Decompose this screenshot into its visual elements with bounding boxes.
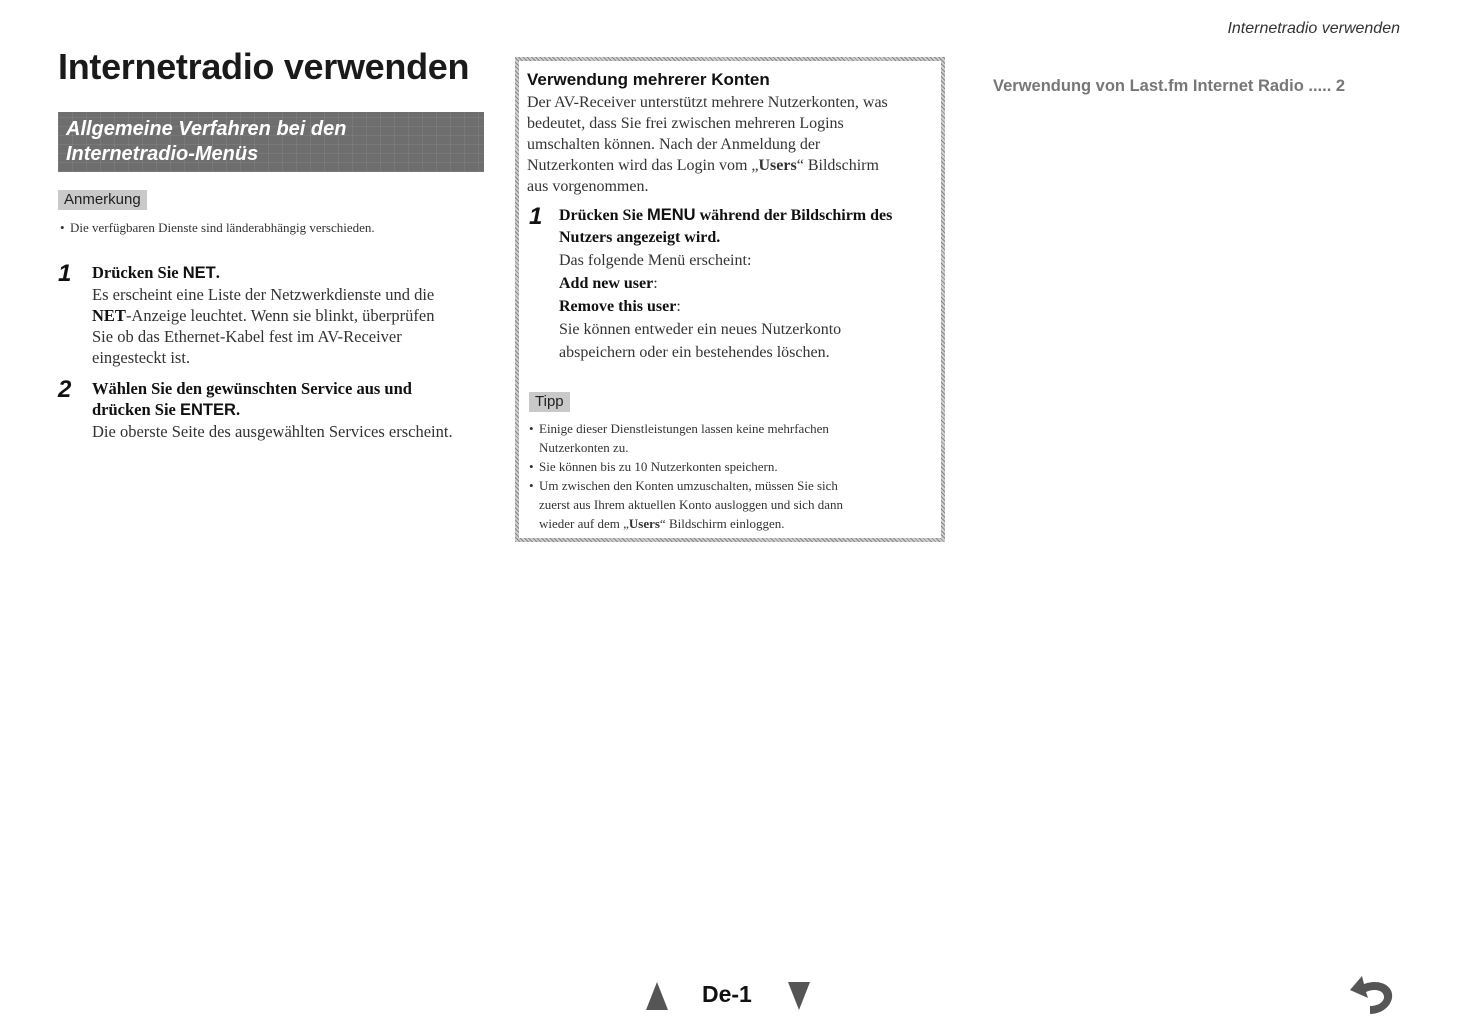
step-line-rest: -Anzeige leuchtet. Wenn sie blinkt, überprüfen	[125, 306, 435, 325]
tip-item: • Sie können bis zu 10 Nutzerkonten speichern.	[527, 457, 931, 476]
box-intro-line	[527, 155, 931, 176]
toc-link-lastfm[interactable]: Verwendung von Last.fm Internet Radio ..... 2	[993, 77, 1346, 95]
box-intro-text: “ Bildschirm	[796, 157, 879, 174]
tip-item	[527, 419, 931, 457]
step-title-line-2: Nutzers angezeigt wird.	[559, 229, 721, 246]
net-indicator-word: NET	[92, 306, 126, 325]
section-heading	[58, 112, 484, 172]
step-title	[92, 262, 458, 284]
step-number: 1	[58, 260, 72, 287]
step-title-text: drücken Sie	[92, 400, 181, 419]
step-title-line-1: Wählen Sie den gewünschten Service aus und	[92, 379, 412, 398]
step-number: 2	[58, 376, 72, 403]
return-arrow-icon[interactable]	[1346, 970, 1398, 1016]
box-intro-line: bedeutet, dass Sie frei zwischen mehreren Logins	[527, 115, 844, 132]
step-title-line-2	[92, 399, 490, 421]
triangle-up-icon[interactable]	[646, 982, 668, 1010]
tip-text: “ Bildschirm einloggen.	[659, 516, 785, 531]
tip-line: zuerst aus Ihrem aktuellen Konto ausloggen und sich dann	[539, 497, 843, 512]
tip-block	[527, 392, 931, 533]
running-header: Internetradio verwenden	[1227, 20, 1400, 37]
tip-line	[539, 514, 931, 533]
box-title: Verwendung mehrerer Konten	[527, 70, 770, 89]
page-number: De-1	[702, 981, 752, 1007]
tip-item	[527, 476, 931, 533]
step-line: eingesteckt ist.	[92, 348, 191, 367]
menu-option-add-user	[559, 272, 931, 295]
step-line: Es erscheint eine Liste der Netzwerkdienste und die	[92, 285, 435, 304]
option-label: Remove this user	[559, 298, 677, 315]
box-intro-line: Der AV-Receiver unterstützt mehrere Nutzerkonten, was	[527, 94, 888, 111]
tip-line: Nutzerkonten zu.	[539, 440, 629, 455]
step-number: 1	[529, 203, 543, 230]
step-title-text: Drücken Sie	[92, 263, 183, 282]
step-line: Sie ob das Ethernet-Kabel fest im AV-Receiver	[92, 327, 402, 346]
option-label: Add new user	[559, 275, 654, 292]
net-key: NET	[182, 264, 216, 282]
triangle-down-icon[interactable]	[788, 982, 810, 1010]
option-colon: :	[653, 275, 658, 292]
step-title-suffix: .	[215, 263, 220, 282]
tip-text: wieder auf dem „	[539, 516, 629, 531]
box-intro-text: Nutzerkonten wird das Login vom „	[527, 157, 759, 174]
step-line: abspeichern oder ein bestehendes löschen.	[559, 344, 830, 361]
box-step-1	[527, 204, 931, 364]
tip-line: • Einige dieser Dienstleistungen lassen keine mehrfachen	[539, 421, 829, 436]
box-intro-line: umschalten können. Nach der Anmeldung der	[527, 136, 821, 153]
step-title-text: während der Bildschirm des	[695, 207, 893, 224]
step-line: Das folgende Menü erscheint:	[559, 252, 752, 269]
users-word: Users	[758, 157, 797, 174]
box-intro-line: aus vorgenommen.	[527, 178, 649, 195]
step-line: Die oberste Seite des ausgewählten Services erscheint.	[92, 422, 453, 441]
enter-key: ENTER	[180, 401, 236, 419]
menu-key: MENU	[647, 206, 696, 224]
step-1	[58, 262, 458, 368]
step-line: Sie können entweder ein neues Nutzerkonto	[559, 321, 842, 338]
step-line	[92, 305, 458, 326]
section-heading-line-2: Internetradio-Menüs	[66, 143, 259, 165]
note-block	[58, 190, 488, 236]
multiple-accounts-box	[515, 57, 945, 542]
note-label: Anmerkung	[58, 190, 147, 210]
page-navigation	[646, 978, 816, 1014]
note-item: • Die verfügbaren Dienste sind länderabhängig verschieden.	[58, 219, 488, 236]
tip-label: Tipp	[529, 392, 570, 412]
menu-option-remove-user	[559, 295, 931, 318]
step-title-line-1	[559, 204, 931, 227]
section-heading-line-1: Allgemeine Verfahren bei den	[66, 118, 347, 140]
step-title-suffix: .	[235, 400, 241, 419]
option-colon: :	[676, 298, 681, 315]
step-2	[58, 378, 490, 442]
tip-line: • Um zwischen den Konten umzuschalten, müssen Sie sich	[539, 478, 838, 493]
step-title-text: Drücken Sie	[559, 207, 647, 224]
page-title: Internetradio verwenden	[58, 46, 470, 87]
users-word: Users	[628, 516, 660, 531]
